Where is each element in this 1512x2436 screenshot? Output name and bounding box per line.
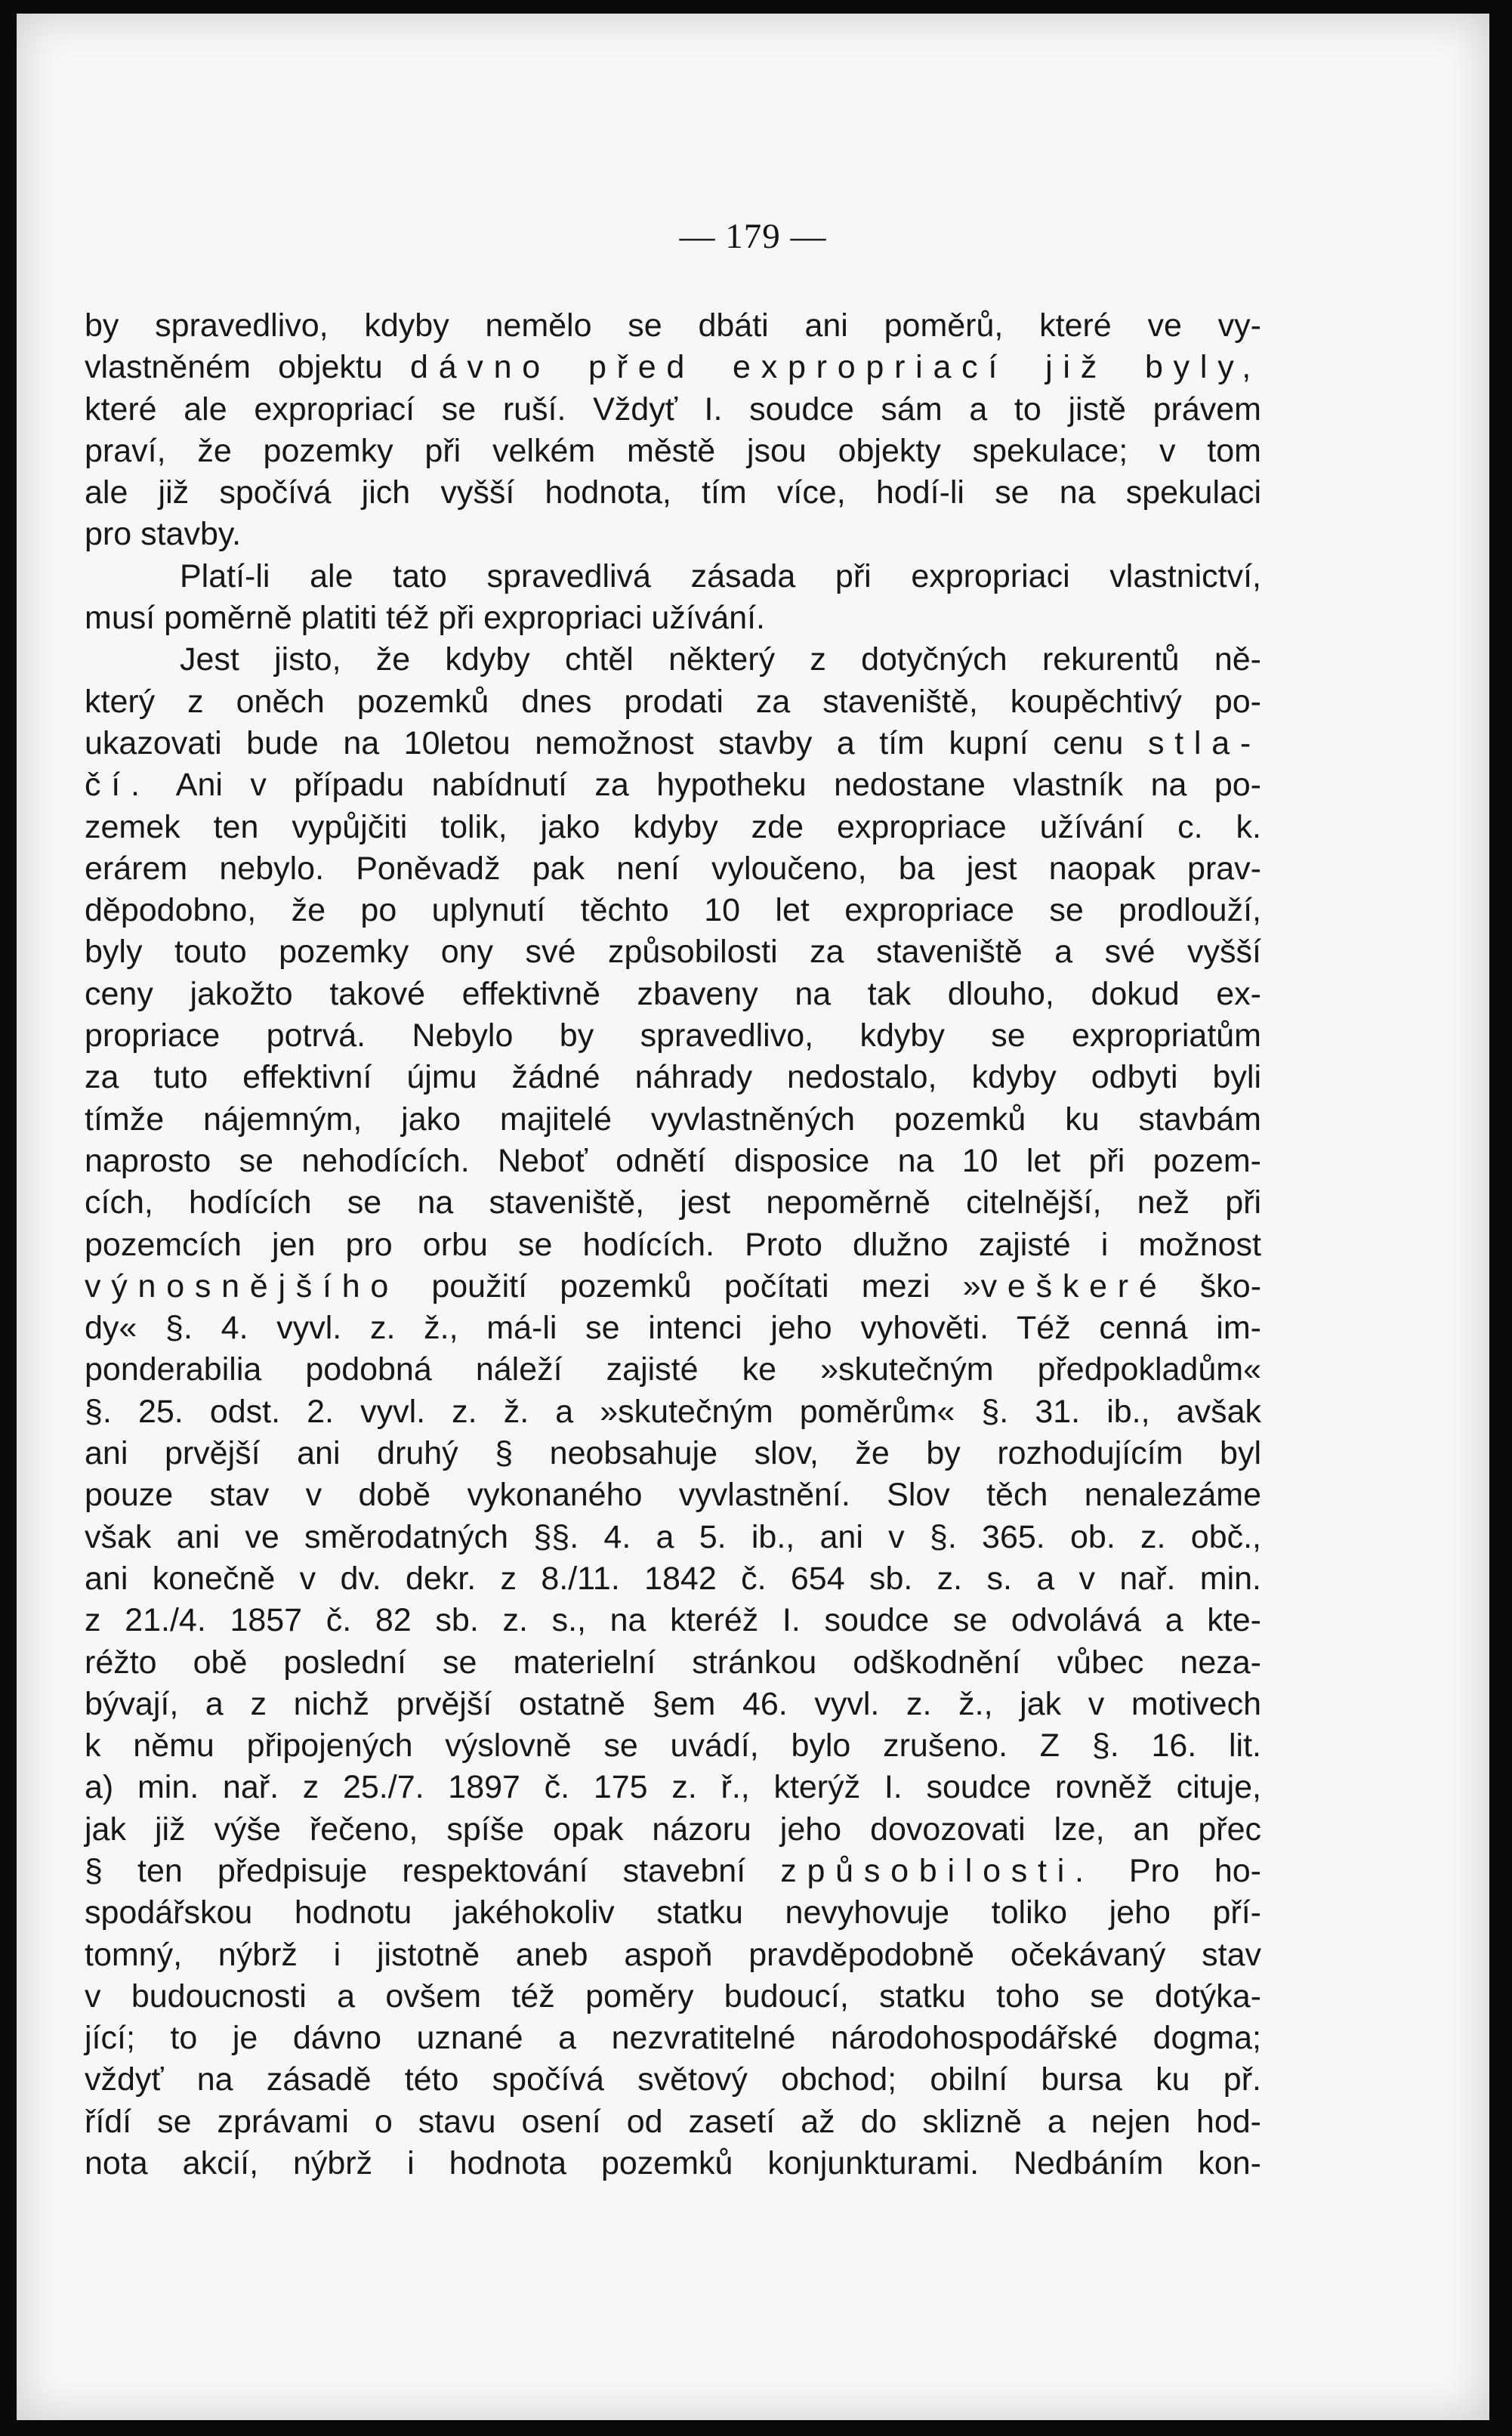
text-segment: Ani v případu nabídnutí za hypotheku nedostane vlastník na po-	[175, 767, 1261, 804]
text-line	[85, 1266, 1261, 1308]
text-line: ponderabilia podobná náleží zajisté ke »skutečným předpokladům«	[85, 1351, 1261, 1388]
text-line: z 21./4. 1857 č. 82 sb. z. s., na kteréž I. soudce se odvolává a kte-	[85, 1602, 1261, 1639]
text-line: Platí-li ale tato spravedlivá zásada při expropriaci vlastnictví,	[180, 557, 1261, 594]
text-segment: použití pozemků počítati mezi »	[431, 1267, 981, 1304]
spaced-emphasis: dávno před expropriací již byly,	[410, 349, 1261, 386]
text-line: dy« §. 4. vyvl. z. ž., má-li se intenci jeho vyhověti. Též cenná im-	[85, 1310, 1261, 1347]
text-line: k němu připojených výslovně se uvádí, bylo zrušeno. Z §. 16. lit.	[85, 1727, 1261, 1764]
text-line: naprosto se nehodících. Neboť odnětí disposice na 10 let při pozem-	[85, 1142, 1261, 1179]
spaced-emphasis: způsobilosti.	[780, 1852, 1094, 1889]
spaced-emphasis: veškeré	[980, 1267, 1168, 1304]
text-line: musí poměrně platiti též při expropriaci užívání.	[85, 600, 766, 637]
spaced-emphasis: výnosnějšího	[85, 1267, 400, 1304]
text-line	[85, 347, 1261, 388]
text-line: pozemcích jen pro orbu se hodících. Proto dlužno zajisté i možnost	[85, 1226, 1261, 1263]
text-line: erárem nebylo. Poněvadž pak není vyloučeno, ba jest naopak prav-	[85, 850, 1261, 887]
text-segment: § ten předpisuje respektování stavební	[85, 1852, 746, 1889]
text-line: však ani ve směrodatných §§. 4. a 5. ib., ani v §. 365. ob. z. obč.,	[85, 1518, 1261, 1555]
book-page	[17, 14, 1489, 2420]
text-line: děpodobno, že po uplynutí těchto 10 let expropriace se prodlouží,	[85, 892, 1261, 929]
spaced-emphasis: stla-	[1147, 724, 1261, 761]
text-line: tomný, nýbrž i jistotně aneb aspoň pravděpodobně očekávaný stav	[85, 1936, 1261, 1973]
text-line: vždyť na zásadě této spočívá světový obchod; obilní bursa ku př.	[85, 2061, 1261, 2098]
text-line: za tuto effektivní újmu žádné náhrady nedostalo, kdyby odbyti byli	[85, 1059, 1261, 1096]
spaced-emphasis: čí.	[85, 767, 150, 804]
text-line: réžto obě poslední se materielní stránkou odškodnění vůbec neza-	[85, 1644, 1261, 1681]
text-line: jak již výše řečeno, spíše opak názoru jeho dovozovati lze, an přec	[85, 1811, 1261, 1848]
text-line: ani konečně v dv. dekr. z 8./11. 1842 č. 654 sb. z. s. a v nař. min.	[85, 1560, 1261, 1597]
text-line: který z oněch pozemků dnes prodati za staveniště, koupěchtivý po-	[85, 683, 1261, 720]
text-line: zemek ten vypůjčiti tolik, jako kdyby zde expropriace užívání c. k.	[85, 808, 1261, 845]
text-line	[85, 1851, 1261, 1892]
body-text	[85, 305, 1261, 2184]
text-line: pro stavby.	[85, 516, 242, 553]
text-line: spodářskou hodnotu jakéhokoliv statku nevyhovuje toliko jeho pří-	[85, 1894, 1261, 1931]
text-line: tímže nájemným, jako majitelé vyvlastněných pozemků ku stavbám	[85, 1101, 1261, 1138]
text-line: byly touto pozemky ony své způsobilosti za staveniště a své vyšší	[85, 934, 1261, 971]
text-segment: Pro ho-	[1128, 1852, 1261, 1889]
text-line: v budoucnosti a ovšem též poměry budoucí, statku toho se dotýka-	[85, 1978, 1261, 2015]
text-line: Jest jisto, že kdyby chtěl některý z dotyčných rekurentů ně-	[180, 641, 1261, 678]
text-line: ale již spočívá jich vyšší hodnota, tím více, hodí-li se na spekulaci	[85, 474, 1261, 511]
text-line: §. 25. odst. 2. vyvl. z. ž. a »skutečným poměrům« §. 31. ib., avšak	[85, 1393, 1261, 1430]
text-line	[85, 723, 1261, 764]
text-line: cích, hodících se na staveniště, jest nepoměrně citelnější, než při	[85, 1184, 1261, 1221]
text-line: řídí se zprávami o stavu osení od zasetí až do sklizně a nejen hod-	[85, 2103, 1261, 2140]
text-line: které ale expropriací se ruší. Vždyť I. soudce sám a to jistě právem	[85, 391, 1261, 428]
text-line: bývají, a z nichž prvější ostatně §em 46. vyvl. z. ž., jak v motivech	[85, 1685, 1261, 1722]
text-line: praví, že pozemky při velkém městě jsou objekty spekulace; v tom	[85, 432, 1261, 469]
text-line: propriace potrvá. Nebylo by spravedlivo, kdyby se expropriatům	[85, 1017, 1261, 1054]
text-line: jící; to je dávno uznané a nezvratitelné národohospodářské dogma;	[85, 2020, 1261, 2057]
text-line	[85, 764, 1261, 806]
text-segment: ško-	[1199, 1267, 1262, 1304]
text-segment: ukazovati bude na 10letou nemožnost stavby a tím kupní cenu	[85, 724, 1124, 761]
text-segment: vlastněném objektu	[85, 349, 383, 386]
text-line: ceny jakožto takové effektivně zbaveny na tak dlouho, dokud ex-	[85, 975, 1261, 1012]
text-line: ani prvější ani druhý § neobsahuje slov, že by rozhodujícím byl	[85, 1435, 1261, 1472]
text-line: nota akcií, nýbrž i hodnota pozemků konjunkturami. Nedbáním kon-	[85, 2145, 1261, 2182]
page-number: — 179 —	[679, 217, 827, 256]
text-line: pouze stav v době vykonaného vyvlastnění. Slov těch nenalezáme	[85, 1477, 1261, 1514]
text-line: by spravedlivo, kdyby nemělo se dbáti ani poměrů, které ve vy-	[85, 307, 1261, 344]
text-line: a) min. nař. z 25./7. 1897 č. 175 z. ř., kterýž I. soudce rovněž cituje,	[85, 1769, 1261, 1806]
